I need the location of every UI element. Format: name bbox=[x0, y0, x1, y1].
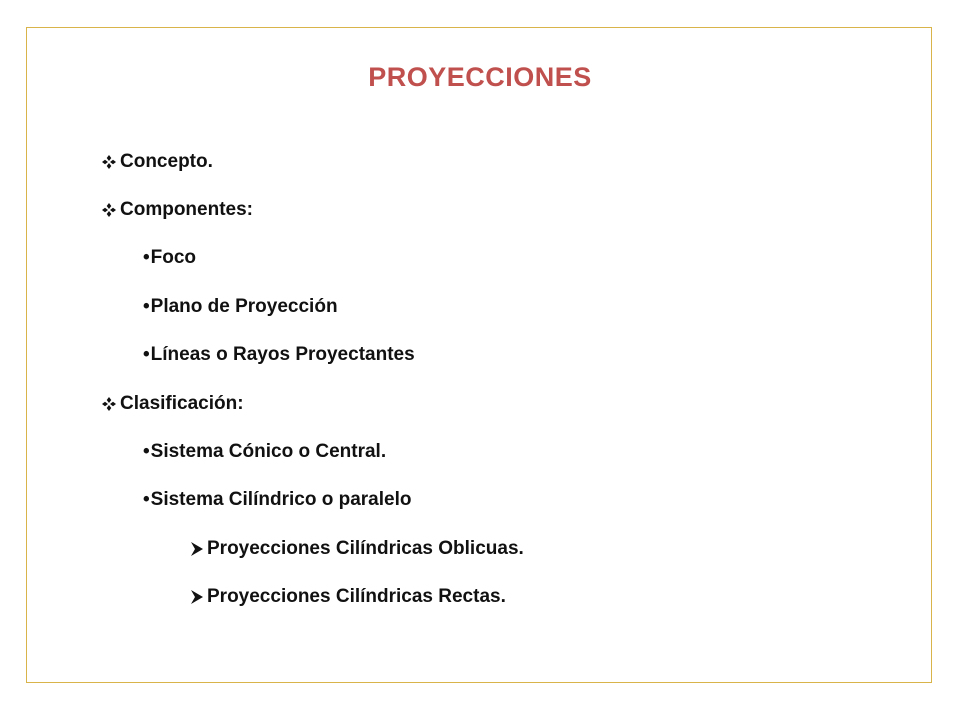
list-item-plano bbox=[143, 295, 338, 319]
list-item-lineas bbox=[143, 343, 415, 367]
list-item-concepto bbox=[101, 150, 213, 174]
bullet-dot: • bbox=[143, 344, 150, 365]
list-item-componentes bbox=[101, 198, 253, 222]
list-item-clasificacion bbox=[101, 392, 244, 416]
bullet-dot: • bbox=[143, 247, 150, 268]
diamond-cluster-icon bbox=[101, 154, 117, 170]
diamond-cluster-icon bbox=[101, 396, 117, 412]
list-item-sistema-cilindrico bbox=[143, 488, 411, 512]
list-item-text: Foco bbox=[150, 247, 197, 268]
list-item-text: Clasificación: bbox=[120, 393, 244, 414]
list-item-text: Plano de Proyección bbox=[150, 296, 338, 317]
bullet-dot: • bbox=[143, 296, 150, 317]
list-item-foco bbox=[143, 246, 196, 270]
diamond-cluster-icon bbox=[101, 202, 117, 218]
list-item-text: Líneas o Rayos Proyectantes bbox=[150, 344, 415, 365]
bullet-dot: • bbox=[143, 441, 150, 462]
list-item-text: Concepto. bbox=[120, 151, 213, 172]
list-item-text: Proyecciones Cilíndricas Rectas. bbox=[207, 586, 506, 607]
list-item-oblicuas bbox=[190, 537, 524, 561]
list-item-sistema-conico bbox=[143, 440, 386, 464]
list-item-rectas bbox=[190, 585, 506, 609]
bullet-dot: • bbox=[143, 489, 150, 510]
arrowhead-icon bbox=[190, 589, 204, 605]
list-item-text: Componentes: bbox=[120, 199, 253, 220]
list-item-text: Sistema Cilíndrico o paralelo bbox=[150, 489, 412, 510]
arrowhead-icon bbox=[190, 541, 204, 557]
list-item-text: Proyecciones Cilíndricas Oblicuas. bbox=[207, 538, 524, 559]
slide-title: PROYECCIONES bbox=[368, 62, 592, 92]
list-item-text: Sistema Cónico o Central. bbox=[150, 441, 387, 462]
